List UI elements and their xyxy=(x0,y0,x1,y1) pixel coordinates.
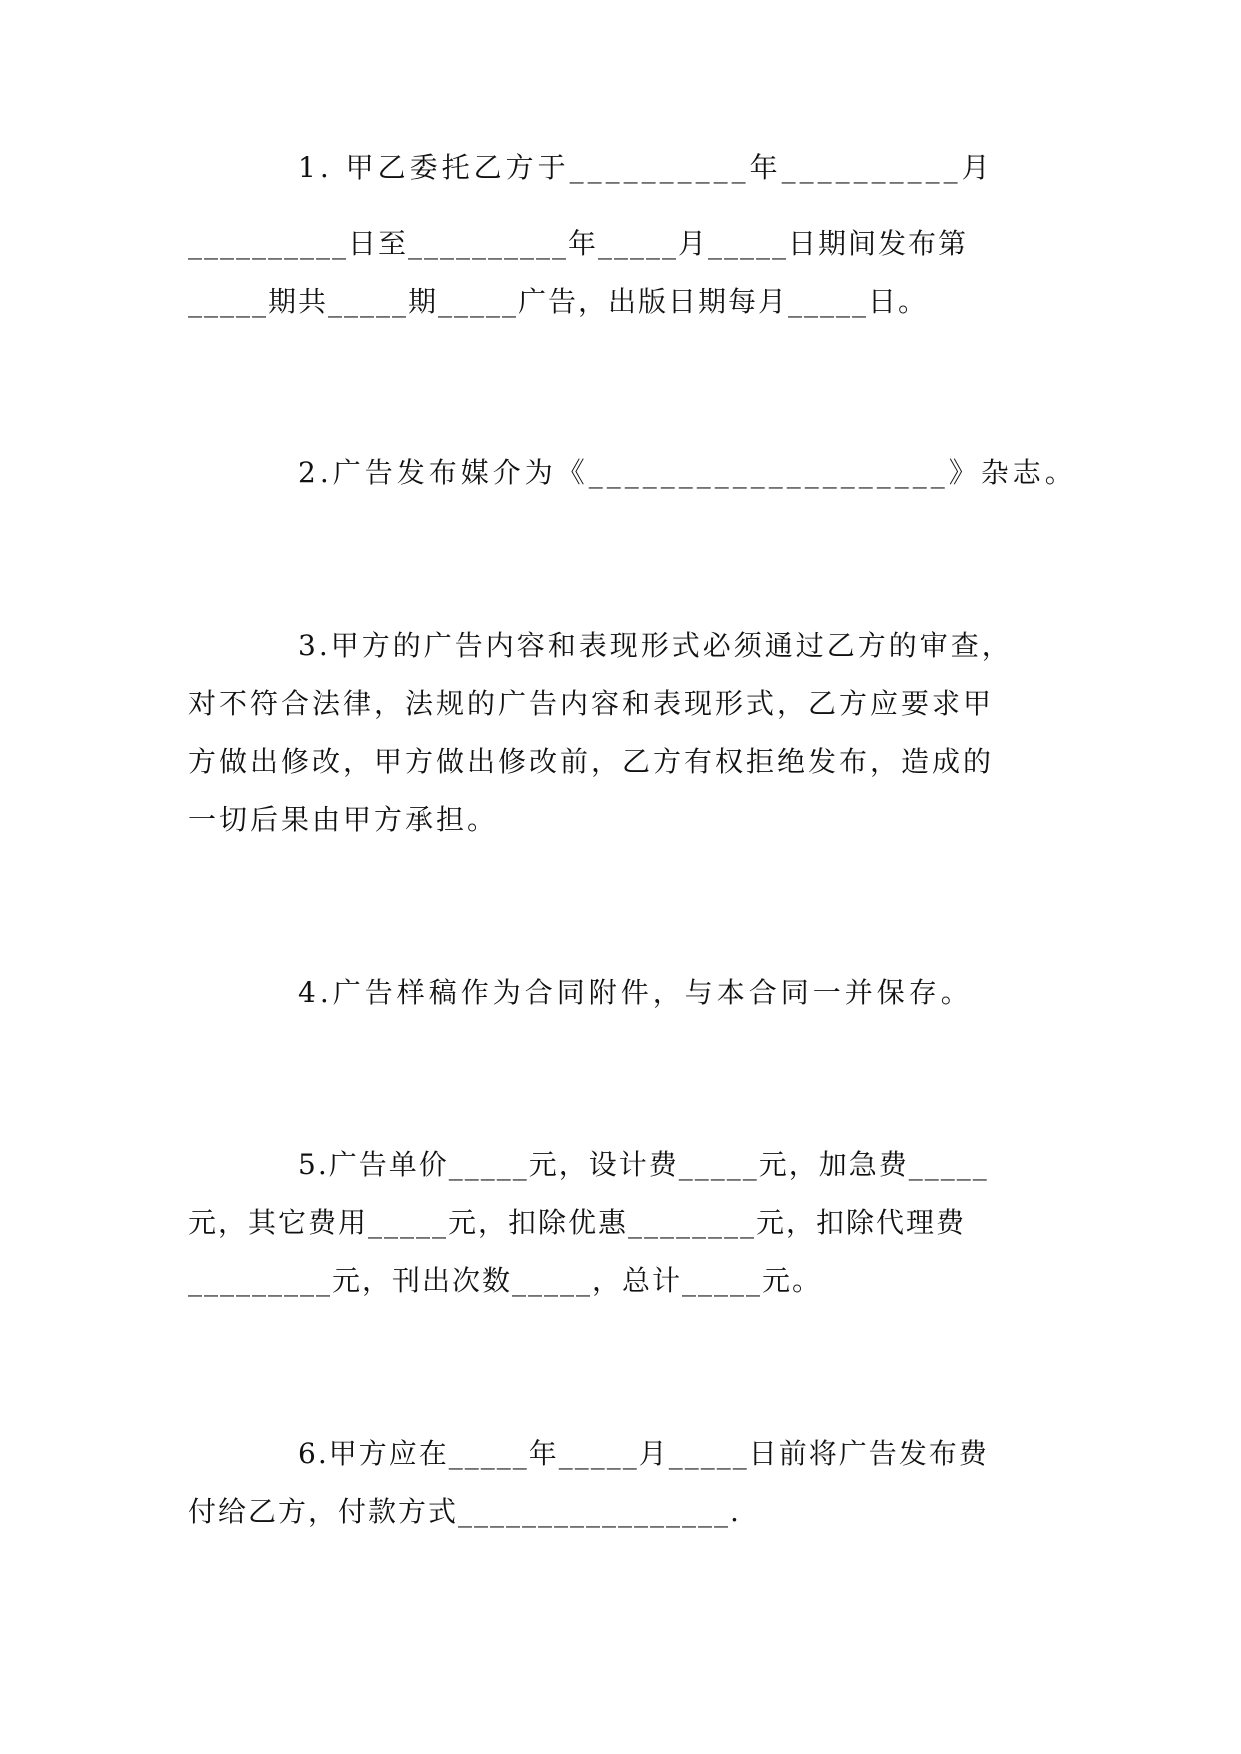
clause-4-line-1: 4.广告样稿作为合同附件，与本合同一并保存。 xyxy=(298,976,973,1009)
clause-5-line-1: 5.广告单价_____元，设计费_____元，加急费_____ xyxy=(298,1148,989,1181)
clause-3-line-1: 3.甲方的广告内容和表现形式必须通过乙方的审查， xyxy=(298,629,1013,662)
clause-1-line-3: _____期共_____期_____广告，出版日期每月_____日。 xyxy=(188,285,929,318)
clause-3-line-2: 对不符合法律，法规的广告内容和表现形式，乙方应要求甲 xyxy=(188,687,995,720)
clause-1-line-2: __________日至__________年_____月_____日期间发布第 xyxy=(188,227,969,260)
clause-3-line-4: 一切后果由甲方承担。 xyxy=(188,803,499,836)
clause-6-line-1: 6.甲方应在_____年_____月_____日前将广告发布费 xyxy=(298,1437,989,1470)
clause-5-line-3: _________元，刊出次数_____，总计_____元。 xyxy=(188,1264,823,1297)
clause-2-line-1: 2.广告发布媒介为《____________________》杂志。 xyxy=(298,456,1077,489)
clause-5-line-2: 元，其它费用_____元，扣除优惠________元，扣除代理费 xyxy=(188,1206,967,1239)
clause-1-line-1: 1. 甲乙委托乙方于__________年__________月 xyxy=(298,151,994,184)
clause-3-line-3: 方做出修改，甲方做出修改前，乙方有权拒绝发布，造成的 xyxy=(188,745,995,778)
clause-6-line-2: 付给乙方，付款方式_________________. xyxy=(188,1495,741,1528)
